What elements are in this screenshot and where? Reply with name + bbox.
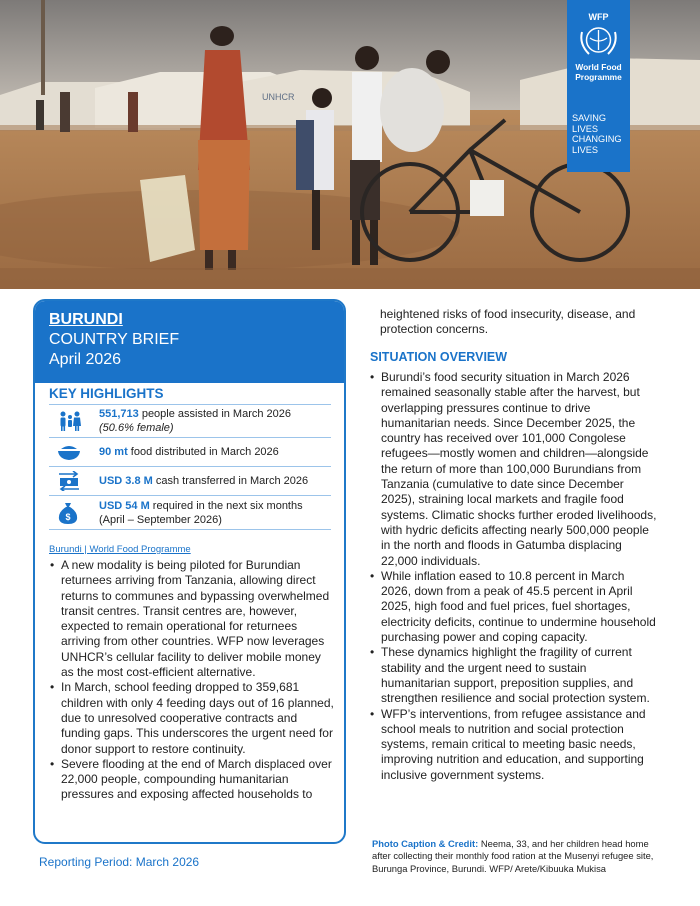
slogan-line: SAVING bbox=[572, 113, 607, 123]
highlight-required bbox=[49, 496, 331, 530]
highlight-cash bbox=[49, 467, 331, 496]
slogan-line: CHANGING bbox=[572, 134, 622, 144]
food-bowl-icon bbox=[57, 443, 81, 461]
card-header bbox=[35, 301, 344, 383]
highlight-value: 90 mt bbox=[99, 445, 128, 458]
slogan-line: LIVES bbox=[572, 123, 599, 134]
highlight-text bbox=[99, 445, 279, 459]
cash-transfer-icon bbox=[57, 471, 81, 491]
brief-date: April 2026 bbox=[49, 351, 122, 368]
highlight-food bbox=[49, 437, 331, 467]
people-icon bbox=[57, 410, 83, 432]
wfp-slogan bbox=[572, 113, 622, 155]
list-item: • WFP’s interventions, from refugee assistance and school meals to nutrition and social protection systems, remain critical to meeting basic needs, improving nutrition and education, and supporting inclusive government systems. bbox=[369, 707, 657, 783]
highlight-desc: food distributed in March 2026 bbox=[127, 445, 279, 458]
highlight-value: USD 54 M bbox=[99, 499, 150, 512]
list-item: • Burundi’s food security situation in March 2026 remained seasonally stable after the harvest, but overlapping pressures continue to drive humanitarian needs. Since December 2025, the country has received over 101,000 Congolese refugees—mostly women and children—alongside the return of more than 100,000 Burundians from Tanzania (cumulative to date since December 2025), straining local markets and fragile food systems. Climatic shocks further eroded livelihoods, with hydric deficits affecting nearly 500,000 people in the north and floods in Gatumba displacing 22,000 individuals. bbox=[369, 370, 657, 569]
left-bullet-list bbox=[49, 558, 335, 803]
highlight-value: 551,713 bbox=[99, 408, 139, 420]
highlight-text bbox=[99, 407, 291, 435]
highlight-desc: required in the next six months bbox=[149, 499, 303, 512]
wfp-laurel-icon bbox=[575, 10, 622, 60]
country-title: BURUNDI bbox=[49, 311, 123, 328]
wfp-name bbox=[567, 63, 630, 82]
country-brief-card bbox=[33, 299, 346, 844]
slogan-line: LIVES bbox=[572, 144, 599, 155]
caption-text: Neema, 33, and her children head home after collecting their monthly food ration at the Musenyi refugee site, Burunga Province, Burundi. WFP/ Arete/Kibuuka Mukisa bbox=[372, 838, 654, 874]
highlight-desc: people assisted in March 2026 bbox=[138, 408, 292, 420]
list-item: • While inflation eased to 10.8 percent in March 2026, down from a peak of 45.5 percent in April 2025, high food and fuel prices, fuel shortages, electricity deficits, continue to undermine household purchasing power and coping capacity. bbox=[369, 569, 657, 645]
money-bag-icon bbox=[57, 501, 79, 525]
list-item: • A new modality is being piloted for Burundian returnees arriving from Tanzania, allowing direct returns to communes and bypassing overwhelmed transit centres. Transit centres are, however, expected to remain operational for returnees arriving from other countries. WFP now leverages UNHCR’s cellular facility to deliver mobile money as the most cost-efficient alternative. bbox=[49, 558, 335, 680]
wfp-acronym: WFP bbox=[588, 12, 609, 22]
wfp-name-line1: World Food bbox=[575, 62, 622, 72]
highlight-text bbox=[99, 499, 303, 527]
source-link[interactable]: Burundi | World Food Programme bbox=[49, 544, 191, 555]
highlight-text bbox=[99, 474, 308, 488]
tent-label: UNHCR bbox=[262, 92, 295, 102]
situation-bullet-list bbox=[369, 370, 657, 783]
reporting-period: Reporting Period: March 2026 bbox=[39, 855, 200, 869]
continued-text: heightened risks of food insecurity, disease, and protection concerns. bbox=[380, 307, 636, 337]
brief-title: COUNTRY BRIEF bbox=[49, 331, 180, 348]
hero-photo bbox=[0, 0, 700, 289]
highlight-sub: (April – September 2026) bbox=[99, 513, 222, 526]
list-item: • These dynamics highlight the fragility of current stability and the urgent need to sustain humanitarian support, preposition supplies, and strengthen resilience and social protection system. bbox=[369, 645, 657, 706]
list-item: • In March, school feeding dropped to 359,681 children with only 4 feeding days out of 16 planned, due to unresolved cooperative contracts and funding gaps. This underscores the urgent need for donor support to restore continuity. bbox=[49, 680, 335, 756]
wfp-logo-badge bbox=[567, 0, 630, 172]
photo-caption bbox=[372, 838, 662, 875]
situation-overview-title: SITUATION OVERVIEW bbox=[370, 350, 508, 364]
key-highlights-title: KEY HIGHLIGHTS bbox=[49, 386, 164, 401]
caption-label: Photo Caption & Credit: bbox=[372, 838, 479, 849]
list-item: • Severe flooding at the end of March displaced over 22,000 people, compounding humanitarian pressures and exposing affected households to bbox=[49, 757, 335, 803]
highlight-sub: (50.6% female) bbox=[99, 422, 174, 434]
wfp-name-line2: Programme bbox=[575, 71, 622, 82]
highlight-desc: cash transferred in March 2026 bbox=[152, 475, 309, 487]
highlight-value: USD 3.8 M bbox=[99, 475, 153, 487]
highlight-people bbox=[49, 404, 331, 438]
svg-text:$: $ bbox=[65, 511, 71, 522]
